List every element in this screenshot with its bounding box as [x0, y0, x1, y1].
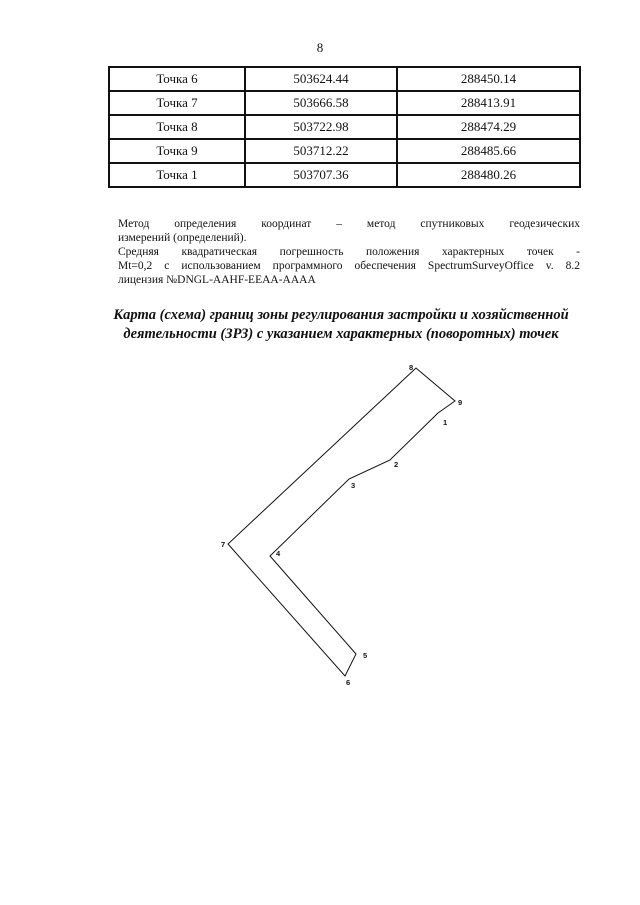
x-coordinate-cell: 503712.22 [245, 139, 397, 163]
method-line-2: измерений (определений). [118, 232, 247, 244]
point-label-9: 9 [458, 398, 463, 407]
point-name-cell: Точка 9 [109, 139, 245, 163]
accuracy-line-2: Mt=0,2 с использованием программного обеспечения SpectrumSurveyOffice v. 8.2 [118, 260, 580, 272]
point-name-cell: Точка 8 [109, 115, 245, 139]
x-coordinate-cell: 503707.36 [245, 163, 397, 187]
x-coordinate-cell: 503722.98 [245, 115, 397, 139]
x-coordinate-cell: 503624.44 [245, 67, 397, 91]
point-label-2: 2 [394, 460, 399, 469]
point-label-1: 1 [443, 418, 448, 427]
x-coordinate-cell: 503666.58 [245, 91, 397, 115]
point-name-cell: Точка 7 [109, 91, 245, 115]
accuracy-line-3: лицензия №DNGL-AAHF-EEAA-AAAA [118, 274, 316, 286]
point-name-cell: Точка 1 [109, 163, 245, 187]
point-label-3: 3 [351, 481, 356, 490]
y-coordinate-cell: 288413.91 [397, 91, 580, 115]
y-coordinate-cell: 288474.29 [397, 115, 580, 139]
point-label-8: 8 [409, 363, 414, 372]
accuracy-line-1: Средняя квадратическая погрешность положения характерных точек - [118, 246, 580, 258]
y-coordinate-cell: 288450.14 [397, 67, 580, 91]
scheme-heading-line-2: деятельности (ЗРЗ) с указанием характерных (поворотных) точек [123, 326, 559, 342]
boundary-polygon [228, 368, 455, 676]
y-coordinate-cell: 288480.26 [397, 163, 580, 187]
point-name-cell: Точка 6 [109, 67, 245, 91]
scheme-heading-line-1: Карта (схема) границ зоны регулирования застройки и хозяйственной [113, 307, 569, 323]
y-coordinate-cell: 288485.66 [397, 139, 580, 163]
page-number: 8 [316, 40, 324, 55]
method-line-1: Метод определения координат – метод спутниковых геодезических [118, 218, 580, 230]
point-label-5: 5 [363, 651, 368, 660]
point-label-7: 7 [221, 540, 226, 549]
point-label-6: 6 [346, 678, 351, 687]
point-label-4: 4 [276, 549, 281, 558]
